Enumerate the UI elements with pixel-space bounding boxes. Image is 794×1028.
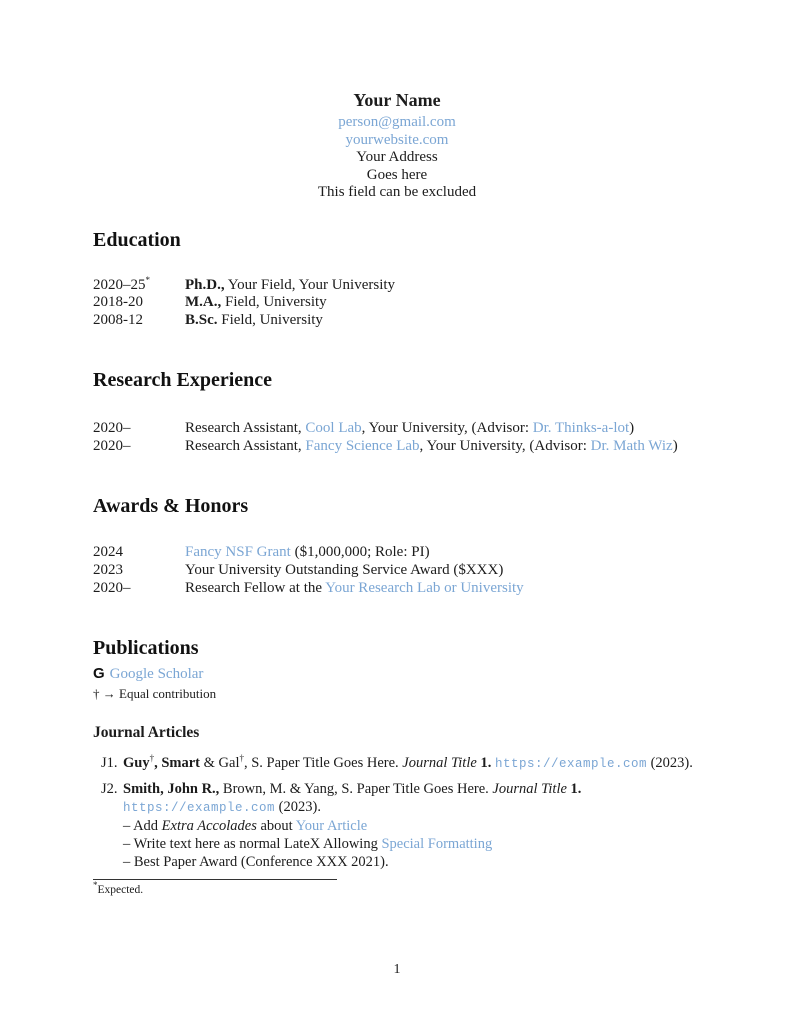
award-row <box>93 544 701 562</box>
paper-url-link[interactable]: https://example.com <box>494 757 647 772</box>
education-date: 2008-12 <box>93 311 143 328</box>
research-row <box>93 438 701 456</box>
article-link[interactable]: Your Article <box>295 818 368 835</box>
address-line-2: Goes here <box>366 166 428 183</box>
address-line-1: Your Address <box>356 149 438 165</box>
cv-header <box>0 0 794 202</box>
education-date: 2018-20 <box>93 294 143 311</box>
footnote-marker: * <box>145 274 150 285</box>
name: Your Name <box>353 90 441 110</box>
award-date: 2024 <box>93 544 123 561</box>
page-number: 1 <box>393 962 401 977</box>
education-title: Education <box>93 228 181 251</box>
research-entry: Research Assistant, Fancy Science Lab, Your University, (Advisor: Dr. Math Wiz) <box>185 437 678 454</box>
dagger-marker: † <box>149 753 155 764</box>
award-entry: Research Fellow at the Your Research Lab or University <box>185 579 524 596</box>
email-link[interactable]: person@gmail.com <box>338 114 456 130</box>
section-awards-honors <box>93 495 701 597</box>
award-entry: Your University Outstanding Service Award ($XXX) <box>185 562 504 579</box>
publication-j1 <box>93 754 701 773</box>
award-row <box>93 580 701 598</box>
education-row <box>93 294 701 312</box>
google-scholar-line <box>93 665 701 683</box>
publication-citation <box>123 780 701 871</box>
research-title: Research Experience <box>93 369 273 392</box>
award-entry: Fancy NSF Grant ($1,000,000; Role: PI) <box>185 544 430 561</box>
publication-citation: Guy†, Smart & Gal†, S. Paper Title Goes Here. Journal Title 1. https://example.com (2023). <box>123 753 693 772</box>
grant-link[interactable]: Fancy NSF Grant <box>185 544 291 561</box>
equal-contribution-note: † → Equal contribution <box>93 686 217 702</box>
research-entry: Research Assistant, Cool Lab, Your University, (Advisor: Dr. Thinks-a-lot) <box>185 420 635 437</box>
dagger-marker: † <box>239 753 244 764</box>
paper-url-link[interactable]: https://example.com <box>123 801 276 816</box>
footnote <box>93 879 701 897</box>
publication-note: – Best Paper Award (Conference XXX 2021). <box>123 854 389 871</box>
footnote-text: *Expected. <box>93 880 144 897</box>
formatting-link[interactable]: Special Formatting <box>381 836 493 853</box>
award-date: 2020– <box>93 579 131 596</box>
awards-title: Awards & Honors <box>93 495 249 518</box>
publication-label: J1. <box>101 755 118 772</box>
section-publications <box>93 637 701 871</box>
publication-note: – Write text here as normal LateX Allowing Special Formatting <box>123 836 493 853</box>
footnote-rule <box>93 879 337 880</box>
award-date: 2023 <box>93 562 123 579</box>
publications-title: Publications <box>93 637 199 660</box>
section-education <box>93 229 701 330</box>
lab-link[interactable]: Fancy Science Lab <box>305 437 420 454</box>
advisor-link[interactable]: Dr. Thinks-a-lot <box>532 420 630 437</box>
research-row <box>93 420 701 438</box>
publication-label: J2. <box>101 781 118 798</box>
website-link[interactable]: yourwebsite.com <box>345 131 449 148</box>
award-row <box>93 562 701 580</box>
journal-articles-heading: Journal Articles <box>93 724 200 742</box>
section-research-experience <box>93 369 701 455</box>
citation-text: Smith, John R., Brown, M. & Yang, S. Paper Title Goes Here. Journal Title 1. https://example.com (2023). <box>123 781 582 816</box>
research-lab-link[interactable]: Your Research Lab or University <box>325 579 524 596</box>
education-date: 2020–25* <box>93 274 150 293</box>
education-entry: M.A., Field, University <box>185 294 327 311</box>
google-scholar-icon: G <box>93 665 105 683</box>
address-line-3: This field can be excluded <box>317 184 477 200</box>
education-entry: B.Sc. Field, University <box>185 311 323 328</box>
research-date: 2020– <box>93 420 131 437</box>
google-scholar-link[interactable]: Google Scholar <box>109 666 204 683</box>
publication-j2 <box>93 780 701 871</box>
education-row <box>93 312 701 330</box>
education-entry: Ph.D., Your Field, Your University <box>185 276 396 293</box>
research-date: 2020– <box>93 437 131 454</box>
advisor-link[interactable]: Dr. Math Wiz <box>590 437 673 454</box>
education-row <box>93 274 701 295</box>
publication-note: – Add Extra Accolades about Your Article <box>123 818 368 835</box>
lab-link[interactable]: Cool Lab <box>305 420 362 437</box>
